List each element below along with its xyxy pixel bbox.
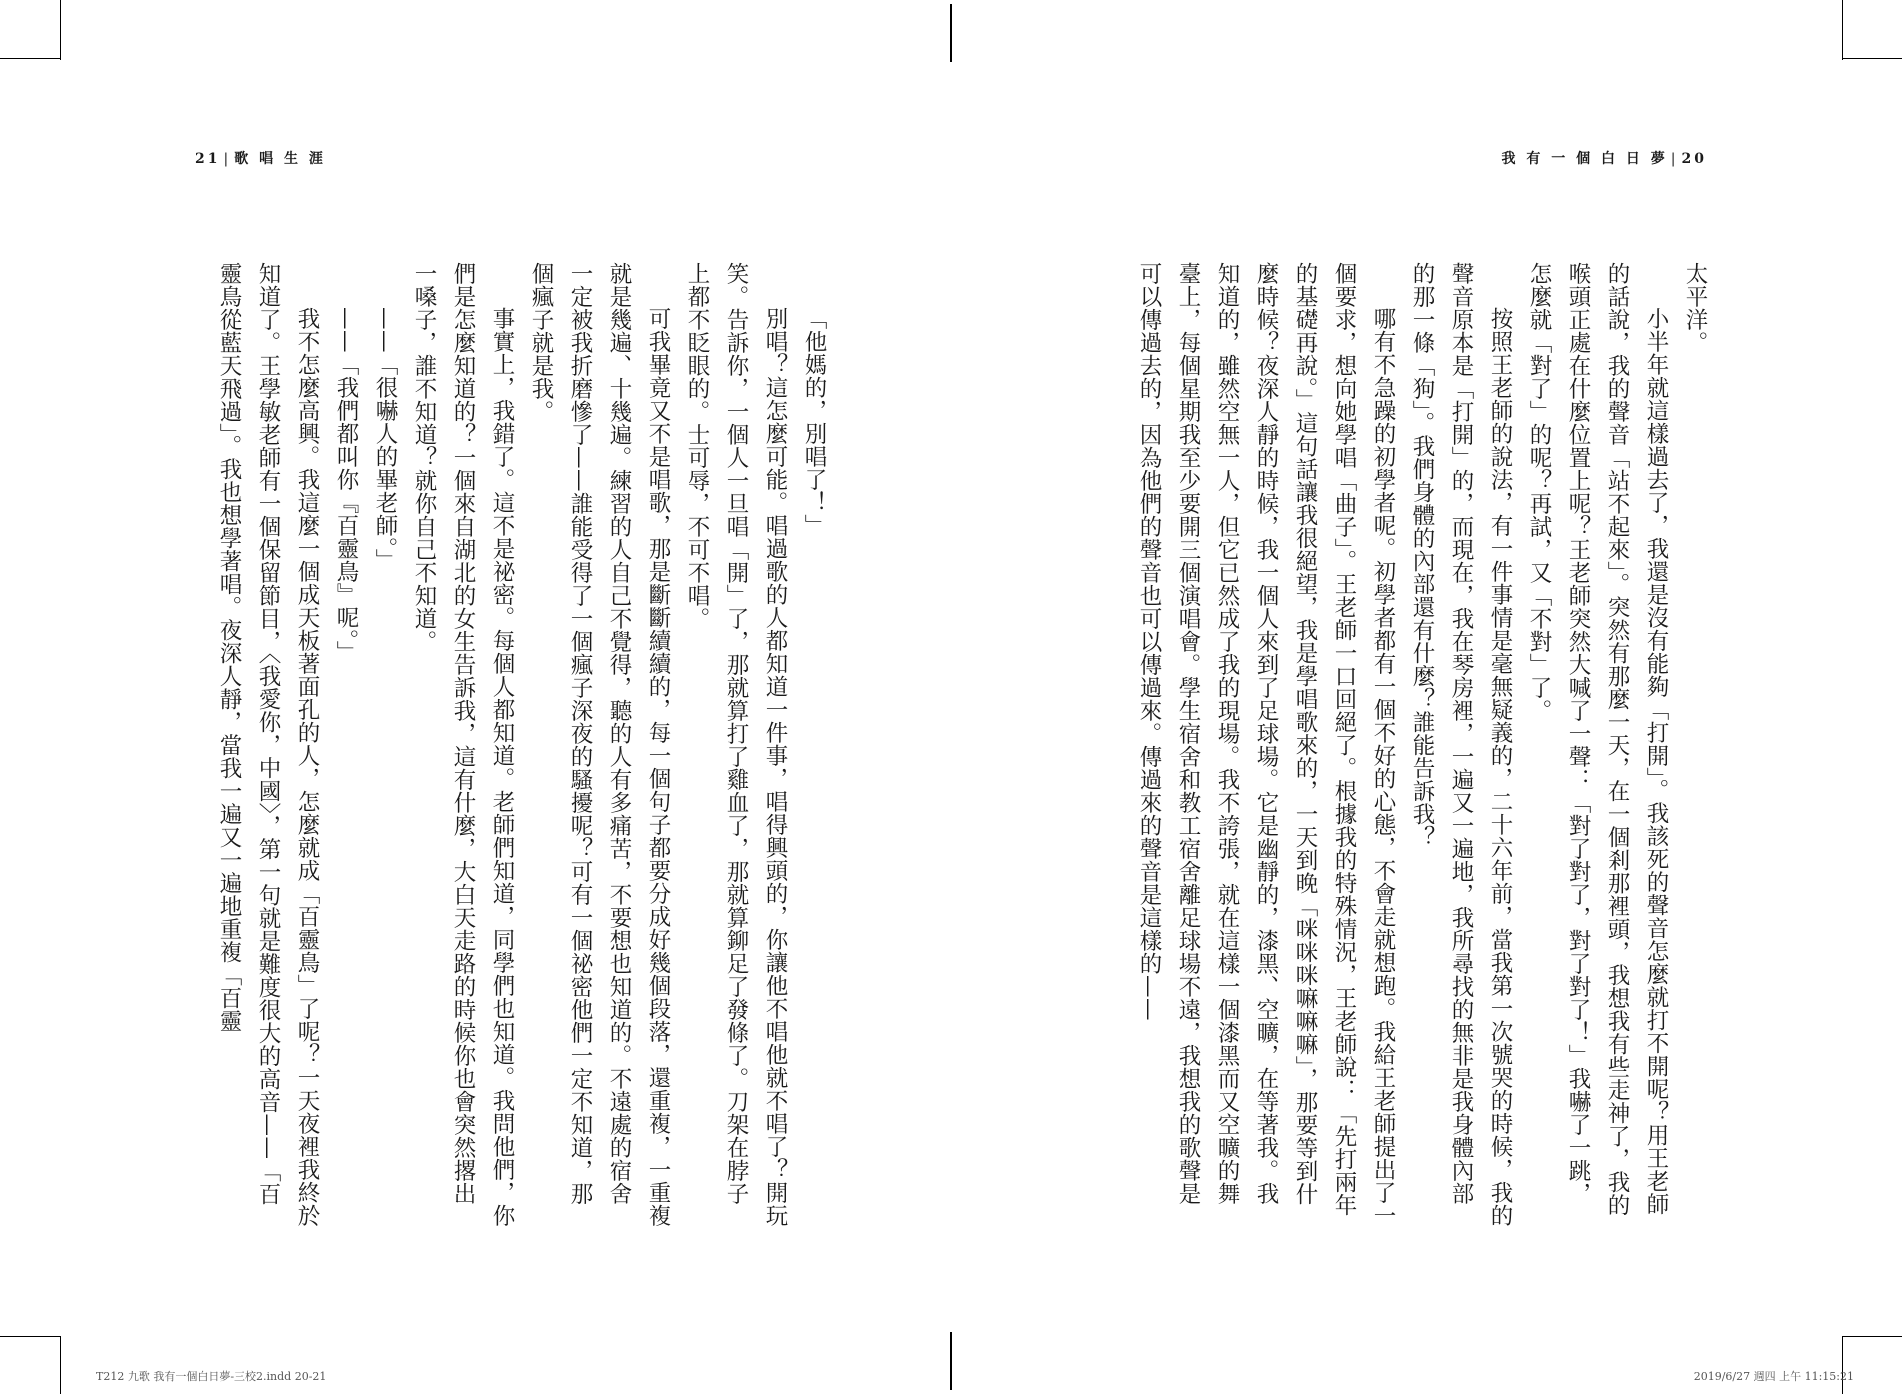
crop-mark: [1842, 1336, 1902, 1337]
running-head-separator: |: [1670, 151, 1679, 167]
page-21-body: [193, 262, 833, 1227]
crop-mark: [0, 58, 60, 59]
crop-mark: [60, 0, 61, 60]
paragraph: 小半年就這樣過去了，我還是沒有能夠「打開」。我該死的聲音怎麼就打不開呢？用王老師的話說，我的聲音「站不起來」。突然有那麼一天，在一個剎那裡頭，我想我有些走神了，我的喉頭正處在什麼位置上呢？王老師突然大喊了一聲：「對了對了，對了對了！」我嚇了一跳，怎麼就「對了」的呢？再試，又「不對」了。: [1526, 262, 1669, 1217]
page-20-body: [1086, 262, 1714, 1227]
page-number-left: 21: [195, 151, 221, 167]
paragraph: ——「我們都叫你『百靈鳥』呢。」: [333, 307, 359, 664]
paragraph: 太平洋。: [1682, 262, 1708, 354]
paragraph: 可我畢竟又不是唱歌，那是斷斷續續的，每一個句子都要分成好幾個段落，還重複，一重複就是幾遍、十幾遍。練習的人自己不覺得，聽的人有多痛苦，不要想也知道的。不遠處的宿舍一定被我折磨慘了——誰能受得了一個瘋子深夜的騷擾呢？可有一個祕密他們一定不知道，那個瘋子就是我。: [528, 262, 671, 1227]
paragraph: 事實上，我錯了。這不是祕密。每個人都知道。老師們知道，同學們也知道。我問他們，你們是怎麼知道的？一個來自湖北的女生告訴我，這有什麼，大白天走路的時候你也會突然撂出一嗓子，誰不知道？就你自己不知道。: [411, 262, 515, 1227]
center-fold-mark: [950, 1332, 952, 1390]
crop-mark: [1842, 58, 1902, 59]
printer-slug-file: T212 九歌 我有一個白日夢-三校2.indd 20-21: [96, 1370, 327, 1383]
crop-mark: [60, 1336, 61, 1394]
running-head-left: [195, 148, 326, 168]
paragraph: 別唱？這怎麼可能。唱過歌的人都知道一件事，唱得興頭的，你讓他不唱他就不唱了？開玩笑。告訴你，一個人一旦唱「開」了，那就算打了雞血了，那就算鉚足了發條了。刀架在脖子上都不眨眼的。士可辱，不可不唱。: [684, 262, 788, 1227]
paragraph: 哪有不急躁的初學者呢。初學者都有一個不好的心態，不會走就想跑。我給王老師提出了一個要求，想向她學唱「曲子」。王老師一口回絕了。根據我的特殊情況，王老師說：「先打兩年的基礎再說。」這句話讓我很絕望，我是學唱歌來的，一天到晚「咪咪咪嘛嘛嘛」，那要等到什麼時候？夜深人靜的時候，我一個人來到了足球場。它是幽靜的，漆黑、空曠，在等著我。我知道的，雖然空無一人，但它已然成了我的現場。我不誇張，就在這樣一個漆黑而又空曠的舞臺上，每個星期我至少要開三個演唱會。學生宿舍和教工宿舍離足球場不遠，我想我的歌聲是可以傳過去的，因為他們的聲音也可以傳過來。傳過來的聲音是這樣的——: [1136, 262, 1396, 1227]
center-fold-mark: [950, 4, 952, 62]
running-head-right: [1502, 148, 1707, 168]
page-number-right: 20: [1681, 151, 1707, 167]
crop-mark: [1842, 1336, 1843, 1394]
paragraph: 我不怎麼高興。我這麼一個成天板著面孔的人，怎麼就成「百靈鳥」了呢？一天夜裡我終於知道了。王學敏老師有一個保留節目，〈我愛你，中國〉，第一句就是難度很大的高音——「百靈鳥從藍天飛過」。我也想學著唱。夜深人靜，當我一遍又一遍地重複「百靈: [216, 262, 320, 1227]
printer-slug-timestamp: 2019/6/27 週四 上午 11:15:21: [1693, 1370, 1854, 1383]
paragraph: ——「很嚇人的畢老師。」: [372, 307, 398, 572]
crop-mark: [0, 1336, 60, 1337]
chapter-title-left: 歌 唱 生 涯: [234, 151, 326, 167]
paragraph: 按照王老師的說法，有一件事情是毫無疑義的，二十六年前，當我第一次號哭的時候，我的聲音原本是「打開」的，而現在，我在琴房裡，一遍又一遍地，我所尋找的無非是我身體內部的那一條「狗」。我們身體的內部還有什麼？誰能告訴我？: [1409, 262, 1513, 1227]
book-title-right: 我 有 一 個 白 日 夢: [1501, 151, 1668, 167]
paragraph: 「他媽的，別唱了！」: [801, 307, 827, 537]
crop-mark: [1842, 0, 1843, 60]
running-head-separator: |: [223, 151, 232, 167]
